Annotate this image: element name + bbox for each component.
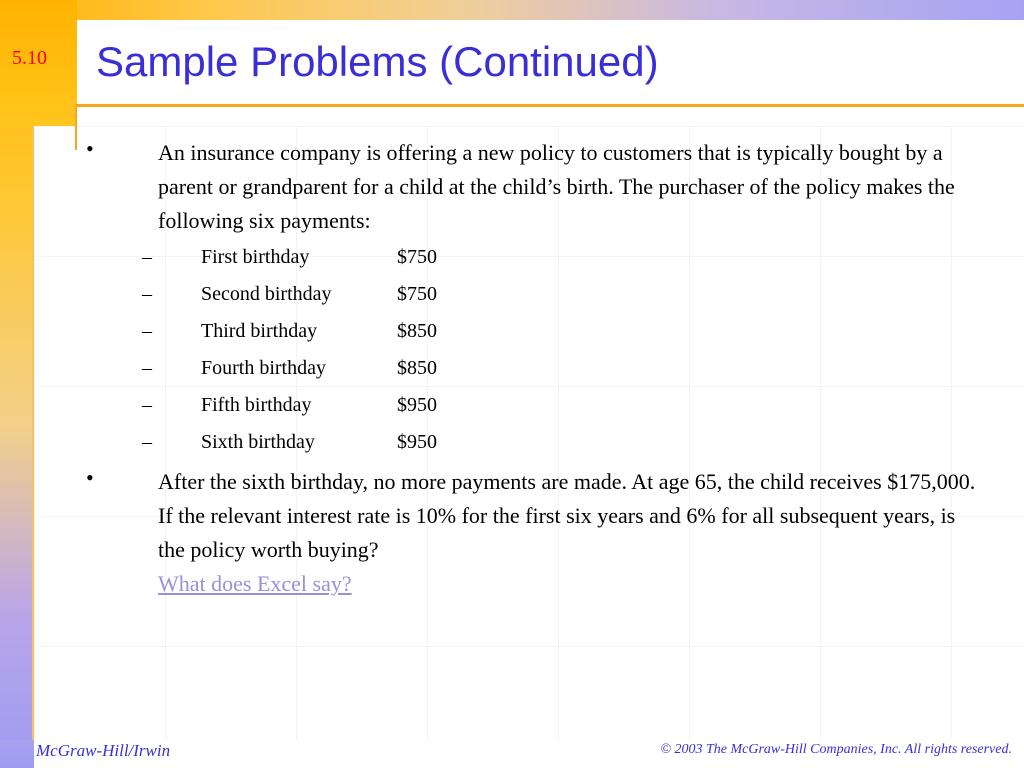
payment-amount: $950 <box>397 431 437 453</box>
payment-amount: $950 <box>397 394 437 416</box>
payment-label: Fifth birthday <box>201 394 312 416</box>
footer-publisher: McGraw-Hill/Irwin <box>36 741 171 760</box>
dash-mark: – <box>142 357 152 379</box>
bullet-text-container <box>158 465 978 601</box>
slide-number: 5.10 <box>12 47 47 69</box>
payment-label: Third birthday <box>201 320 318 342</box>
payment-amount: $750 <box>397 246 437 268</box>
footer-left-band <box>0 740 34 768</box>
dash-mark: – <box>142 246 152 268</box>
page-title: Sample Problems (Continued) <box>96 38 659 85</box>
payment-label: Second birthday <box>201 283 332 305</box>
payment-label: First birthday <box>201 246 310 268</box>
payment-label: Fourth birthday <box>201 357 326 379</box>
dash-mark: – <box>142 431 152 453</box>
bullet-mark: • <box>86 136 94 161</box>
payment-amount: $850 <box>397 357 437 379</box>
bullet-mark: • <box>86 465 94 490</box>
excel-link[interactable]: What does Excel say? <box>158 571 352 596</box>
footer-copyright: © 2003 The McGraw-Hill Companies, Inc. All rights reserved. <box>660 742 1012 757</box>
bullet-text: After the sixth birthday, no more payments are made. At age 65, the child receives $175,000. If the relevant interest rate is 10% for the first six years and 6% for all subsequent years, is the policy worth buying? <box>158 469 976 562</box>
dash-mark: – <box>142 283 152 305</box>
dash-mark: – <box>142 320 152 342</box>
dash-mark: – <box>142 394 152 416</box>
payment-label: Sixth birthday <box>201 431 315 453</box>
payment-amount: $850 <box>397 320 437 342</box>
bullet-text: An insurance company is offering a new policy to customers that is typically bought by a parent or grandparent for a child at the child’s birth. The purchaser of the policy makes the following six payments: <box>158 140 955 233</box>
payment-amount: $750 <box>397 283 437 305</box>
